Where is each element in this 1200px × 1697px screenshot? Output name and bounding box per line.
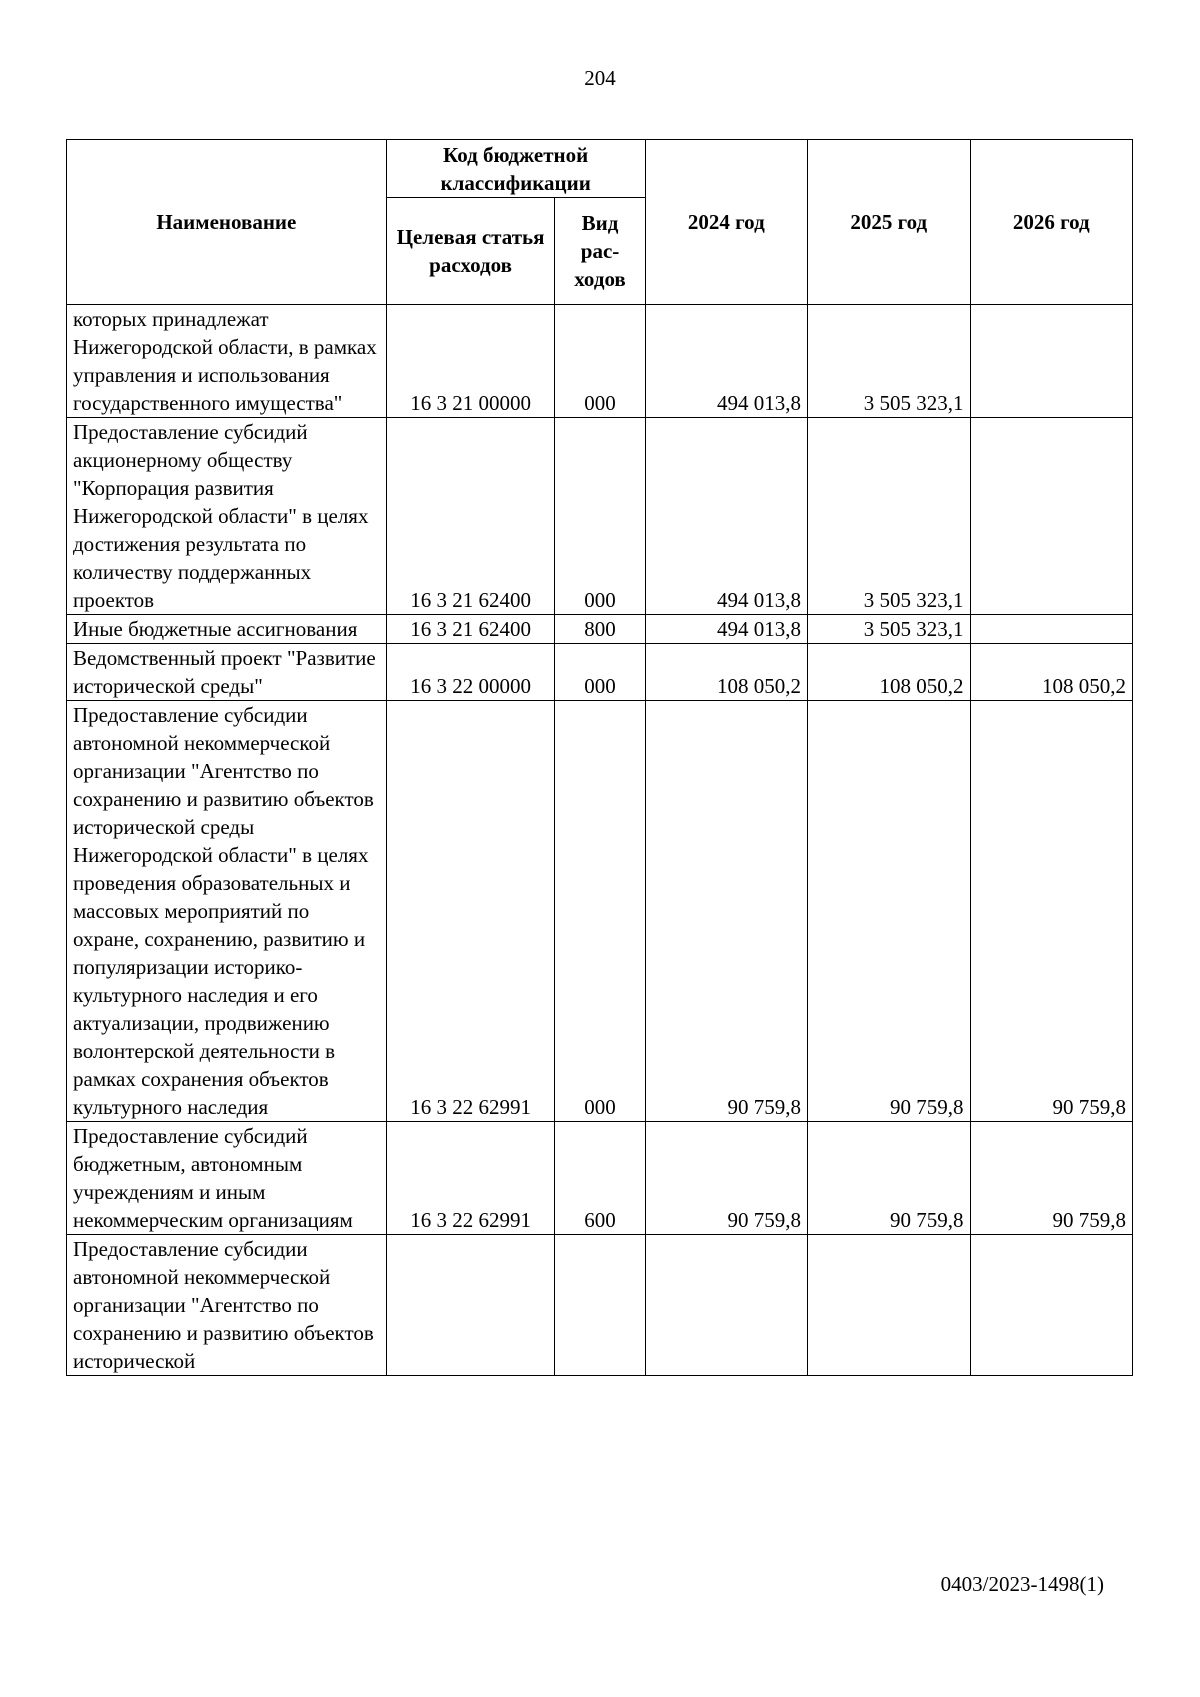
table-row	[67, 615, 1133, 644]
row-amount-2026-cell	[970, 615, 1133, 644]
row-expense-kind-cell: 000	[555, 418, 645, 615]
row-amount-2024-cell: 90 759,8	[645, 1122, 807, 1235]
row-amount-2026-cell	[970, 305, 1133, 418]
budget-table	[66, 139, 1133, 1376]
row-name-cell: которых принадлежат Нижегородской области, в рамках управления и использования государственного имущества"	[67, 305, 387, 418]
header-expense-kind: Вид рас-ходов	[555, 198, 645, 305]
row-name-cell: Предоставление субсидий бюджетным, автономным учреждениям и иным некоммерческим организациям	[67, 1122, 387, 1235]
row-amount-2024-cell: 494 013,8	[645, 615, 807, 644]
table-row	[67, 418, 1133, 615]
row-target-code-cell: 16 3 22 62991	[386, 701, 555, 1122]
header-2025: 2025 год	[808, 140, 970, 305]
row-amount-2026-cell: 108 050,2	[970, 644, 1133, 701]
table-header	[67, 140, 1133, 305]
row-amount-2024-cell: 90 759,8	[645, 701, 807, 1122]
row-amount-2024-cell: 108 050,2	[645, 644, 807, 701]
header-target-article: Целевая статья расходов	[386, 198, 555, 305]
row-amount-2025-cell	[808, 1235, 970, 1376]
row-name-cell: Ведомственный проект "Развитие исторической среды"	[67, 644, 387, 701]
row-amount-2025-cell: 3 505 323,1	[808, 305, 970, 418]
row-name-cell: Предоставление субсидии автономной некоммерческой организации "Агентство по сохранению и развитию объектов исторической	[67, 1235, 387, 1376]
header-2024: 2024 год	[645, 140, 807, 305]
row-target-code-cell: 16 3 22 00000	[386, 644, 555, 701]
row-amount-2026-cell: 90 759,8	[970, 701, 1133, 1122]
row-amount-2025-cell: 3 505 323,1	[808, 615, 970, 644]
row-expense-kind-cell: 800	[555, 615, 645, 644]
row-amount-2025-cell: 90 759,8	[808, 1122, 970, 1235]
header-name: Наименование	[67, 140, 387, 305]
table-row	[67, 1235, 1133, 1376]
row-target-code-cell: 16 3 21 62400	[386, 418, 555, 615]
row-amount-2026-cell	[970, 418, 1133, 615]
row-target-code-cell: 16 3 21 00000	[386, 305, 555, 418]
row-amount-2026-cell	[970, 1235, 1133, 1376]
row-amount-2025-cell: 3 505 323,1	[808, 418, 970, 615]
header-2026: 2026 год	[970, 140, 1133, 305]
table-row	[67, 644, 1133, 701]
table-row	[67, 701, 1133, 1122]
row-amount-2024-cell	[645, 1235, 807, 1376]
row-amount-2024-cell: 494 013,8	[645, 418, 807, 615]
row-expense-kind-cell: 000	[555, 701, 645, 1122]
document-id: 0403/2023-1498(1)	[940, 1572, 1104, 1596]
row-amount-2025-cell: 90 759,8	[808, 701, 970, 1122]
table-row	[67, 305, 1133, 418]
row-expense-kind-cell: 600	[555, 1122, 645, 1235]
row-name-cell: Иные бюджетные ассигнования	[67, 615, 387, 644]
page-number: 204	[584, 66, 616, 90]
table-row	[67, 1122, 1133, 1235]
table-body	[67, 305, 1133, 1376]
row-target-code-cell: 16 3 21 62400	[386, 615, 555, 644]
row-name-cell: Предоставление субсидии автономной некоммерческой организации "Агентство по сохранению и развитию объектов исторической среды Нижегородской области" в целях проведения образовательных и массовых мероприятий по охране, сохранению, развитию и популяризации историко-культурного наследия и его актуализации, продвижению волонтерской деятельности в рамках сохранения объектов культурного наследия	[67, 701, 387, 1122]
row-target-code-cell: 16 3 22 62991	[386, 1122, 555, 1235]
row-expense-kind-cell: 000	[555, 644, 645, 701]
row-amount-2025-cell: 108 050,2	[808, 644, 970, 701]
row-name-cell: Предоставление субсидий акционерному обществу "Корпорация развития Нижегородской области" в целях достижения результата по количеству поддержанных проектов	[67, 418, 387, 615]
row-target-code-cell	[386, 1235, 555, 1376]
row-amount-2026-cell: 90 759,8	[970, 1122, 1133, 1235]
row-expense-kind-cell: 000	[555, 305, 645, 418]
row-amount-2024-cell: 494 013,8	[645, 305, 807, 418]
row-expense-kind-cell	[555, 1235, 645, 1376]
header-code-group: Код бюджетной классификации	[386, 140, 645, 198]
